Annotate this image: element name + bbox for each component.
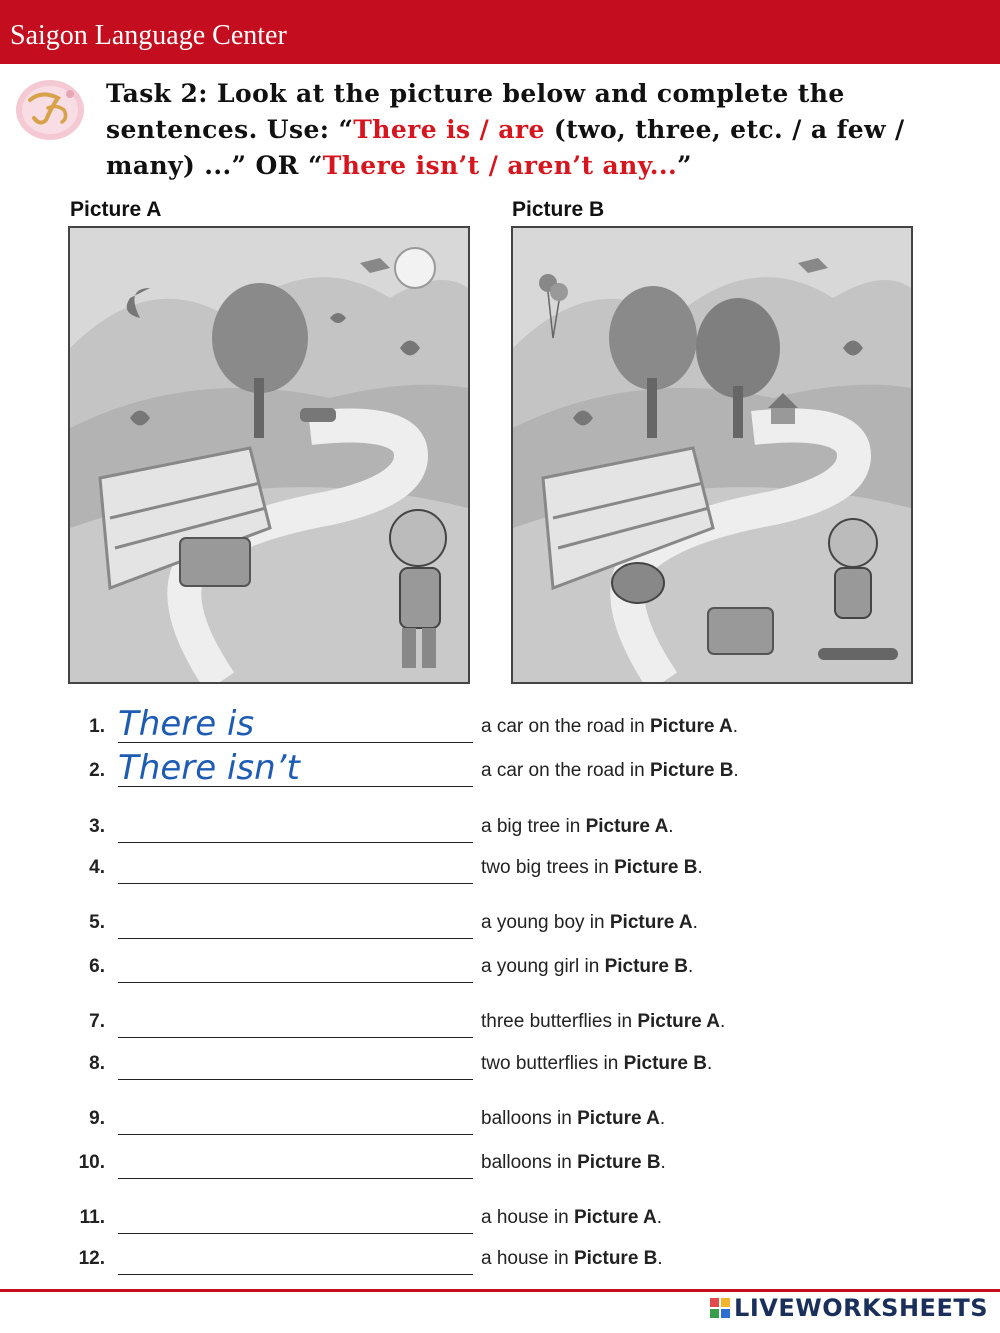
exercise-row (0, 1001, 1000, 1041)
liveworksheets-brand (710, 1294, 988, 1322)
footer-line (0, 1289, 1000, 1292)
task-text-1: Task 2: Look at the picture below and complete the sentences. Use: “ (106, 79, 845, 144)
sentence-end: . (733, 760, 739, 781)
answer-input[interactable] (118, 946, 473, 982)
sentence-picture: Picture B (604, 956, 688, 977)
exercise-row (0, 1098, 1000, 1138)
sentence-picture: Picture A (637, 1011, 721, 1032)
sentence-body: a car on the road in (481, 760, 650, 781)
picture-b (511, 226, 913, 684)
sentence-picture: Picture A (573, 1207, 657, 1228)
sentence-body: balloons in (481, 1108, 578, 1129)
brand-text: LIVEWORKSHEETS (734, 1294, 988, 1322)
answer-input[interactable] (118, 1098, 473, 1134)
sentence-end: . (720, 1011, 726, 1032)
sentence-end: . (732, 716, 738, 737)
task-text-3: ” (677, 151, 692, 180)
sentence-text (481, 816, 674, 838)
exercise-number: 4. (89, 857, 105, 878)
exercise-number: 10. (78, 1152, 105, 1173)
answer-blank (118, 706, 473, 743)
sentence-body: two big trees in (481, 857, 615, 878)
answer-blank (118, 1197, 473, 1234)
answer-input[interactable] (118, 1043, 473, 1079)
sentence-body: a house in (481, 1248, 574, 1269)
exercise-row (0, 750, 1000, 790)
exercise-row (0, 806, 1000, 846)
sentence-picture: Picture B (614, 857, 698, 878)
sentence-picture: Picture A (577, 1108, 660, 1129)
sentence-text (481, 1011, 725, 1033)
sentence-picture: Picture A (585, 816, 669, 837)
sentence-text (481, 1152, 666, 1174)
sentence-end: . (692, 912, 698, 933)
picture-a-label: Picture A (70, 198, 162, 221)
answer-input[interactable] (118, 750, 473, 786)
sentence-end: . (660, 1152, 666, 1173)
answer-blank (118, 806, 473, 843)
exercise-number: 7. (89, 1011, 105, 1032)
exercise-row (0, 1238, 1000, 1278)
sentence-body: a house in (481, 1207, 574, 1228)
exercise-number: 9. (89, 1108, 105, 1129)
answer-input[interactable] (118, 706, 473, 742)
exercise-number: 3. (89, 816, 105, 837)
answer-input[interactable] (118, 1001, 473, 1037)
sentence-text (481, 1248, 663, 1270)
exercise-number: 6. (89, 956, 105, 977)
exercise-row (0, 902, 1000, 942)
answer-input[interactable] (118, 806, 473, 842)
sentence-body: balloons in (481, 1152, 578, 1173)
sentence-body: a big tree in (481, 816, 586, 837)
sentence-text (481, 760, 739, 782)
exercise-row (0, 706, 1000, 746)
sentence-end: . (657, 1248, 663, 1269)
sentence-picture: Picture B (650, 760, 734, 781)
task-instructions (106, 76, 986, 184)
sentence-text (481, 857, 703, 879)
header-bar (0, 0, 1000, 64)
sentence-end: . (656, 1207, 662, 1228)
sentence-end: . (697, 857, 703, 878)
sentence-text (481, 1207, 662, 1229)
exercise-number: 11. (79, 1207, 105, 1228)
sentence-picture: Picture B (623, 1053, 707, 1074)
sentence-picture: Picture A (650, 716, 733, 737)
liveworksheets-logo-icon (710, 1298, 730, 1318)
exercise-number: 1. (89, 716, 105, 737)
answer-blank (118, 750, 473, 787)
task-text-2: (two, three, etc. / a few / many) ...” OR “ (106, 115, 905, 180)
exercise-row (0, 1043, 1000, 1083)
exercise-number: 5. (89, 912, 105, 933)
sentence-end: . (668, 816, 674, 837)
task-red-phrase-1: There is / are (353, 115, 545, 144)
picture-a (68, 226, 470, 684)
sentence-end: . (659, 1108, 666, 1129)
jinny-logo (12, 70, 88, 146)
answer-blank (118, 1001, 473, 1038)
exercise-row (0, 1142, 1000, 1182)
sentence-text (481, 1108, 665, 1130)
sentence-text (481, 1053, 712, 1075)
answer-input[interactable] (118, 1142, 473, 1178)
exercise-number: 8. (89, 1053, 105, 1074)
answer-blank (118, 1043, 473, 1080)
answer-blank (118, 1238, 473, 1275)
sentence-picture: Picture B (573, 1248, 658, 1269)
answer-input[interactable] (118, 1197, 473, 1233)
answer-blank (118, 1142, 473, 1179)
sentence-body: a young boy in (481, 912, 610, 933)
sentence-end: . (707, 1053, 713, 1074)
answer-input[interactable] (118, 1238, 473, 1274)
sentence-text (481, 716, 738, 738)
answer-blank (118, 1098, 473, 1135)
sentence-end: . (688, 956, 694, 977)
picture-b-label: Picture B (512, 198, 605, 221)
sentence-body: a car on the road in (481, 716, 650, 737)
sentence-text (481, 956, 693, 978)
answer-input[interactable] (118, 902, 473, 938)
sentence-picture: Picture B (577, 1152, 661, 1173)
sentence-text (481, 912, 698, 934)
exercise-row (0, 946, 1000, 986)
sentence-picture: Picture A (609, 912, 693, 933)
sentence-body: two butterflies in (481, 1053, 624, 1074)
exercise-number: 2. (89, 760, 105, 781)
sentence-body: a young girl in (481, 956, 605, 977)
answer-blank (118, 902, 473, 939)
exercise-row (0, 1197, 1000, 1237)
header-title: Saigon Language Center (10, 20, 287, 51)
sentence-body: three butterflies in (481, 1011, 638, 1032)
exercise-row (0, 847, 1000, 887)
answer-blank (118, 946, 473, 983)
exercise-number: 12. (78, 1248, 105, 1269)
task-red-phrase-2: There isn’t / aren’t any... (322, 151, 678, 180)
answer-blank (118, 847, 473, 884)
answer-input[interactable] (118, 847, 473, 883)
